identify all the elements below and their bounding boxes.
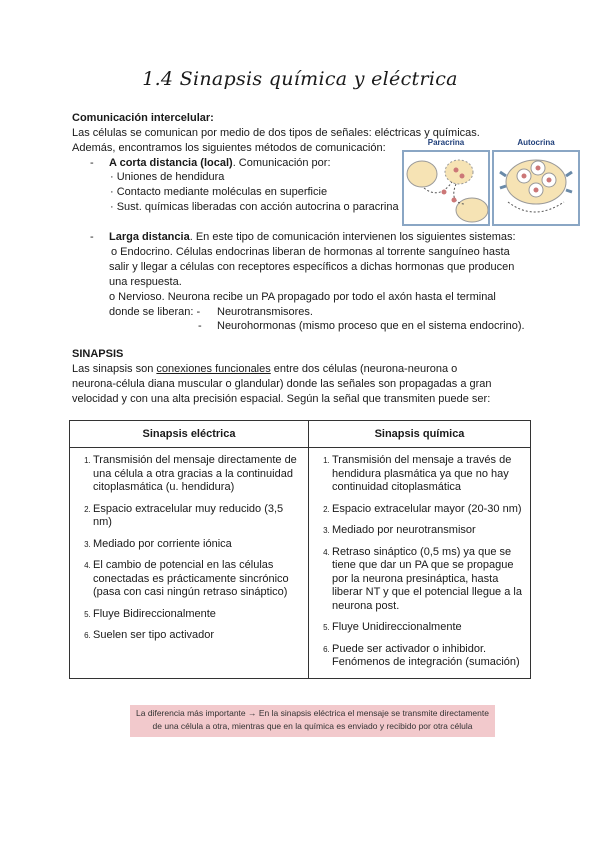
paragraph-line [72, 362, 457, 376]
list-item: 3. Mediado por corriente iónica [93, 538, 304, 552]
corta-label: A corta distancia (local) [109, 157, 233, 169]
list-item: 1. Transmisión del mensaje a través de hendidura plasmática ya que no hay continuidad citoplasmática [332, 454, 526, 495]
list-item: 6. Puede ser activador o inhibidor. Fenómenos de integración (sumación) [332, 643, 526, 670]
header-quimica: Sinapsis química [309, 421, 531, 448]
paragraph-line: velocidad y con una alta precisión espacial. Según la señal que transmiten puede ser: [72, 393, 491, 405]
paragraph-line: Además, encontramos los siguientes métodos de comunicación: [72, 142, 386, 154]
paragraph-line: neurona-célula diana muscular o glandular) donde las señales son propagadas a gran [72, 378, 492, 390]
list-item: 1. Transmisión del mensaje directamente de una célula a otra gracias a la continuidad citoplasmática (u. hendidura) [93, 454, 304, 495]
endocrino-line: salir y llegar a células con receptores específicos a dichas hormonas que producen [109, 261, 515, 273]
list-dash: - [90, 231, 94, 243]
note-line: de una célula a otra, mientras que en la química es enviado y recibido por otra célula [152, 721, 473, 731]
autocrine-illustration [494, 152, 578, 224]
list-item-corta [109, 156, 331, 170]
liberan-item: Neurohormonas (mismo proceso que en el sistema endocrino). [217, 320, 525, 332]
larga-label: Larga distancia [109, 231, 190, 243]
sinapsis-pre: Las sinapsis son [72, 363, 157, 375]
autocrine-diagram [492, 150, 580, 226]
section-heading-intercelular: Comunicación intercelular: [72, 112, 214, 124]
list-item: 4. Retraso sináptico (0,5 ms) ya que se tiene que dar un PA que se propague por la neurona presináptica, hasta liberar NT y que el potencial llegue a la neurona post. [332, 546, 526, 614]
sinapsis-underlined: conexiones funcionales [156, 363, 271, 375]
header-electrica: Sinapsis eléctrica [70, 421, 309, 448]
highlight-note [130, 705, 495, 737]
list-dash: - [198, 320, 202, 332]
nervioso-line: o Nervioso. Neurona recibe un PA propagado por todo el axón hasta el terminal [109, 291, 496, 303]
sub-item: · Contacto mediante moléculas en superficie [110, 186, 328, 198]
table-row [70, 448, 531, 679]
sub-item: · Sust. químicas liberadas con acción autocrina o paracrina [110, 201, 399, 213]
section-heading-sinapsis: SINAPSIS [72, 348, 124, 360]
table-header-row [70, 421, 531, 448]
note-line: La diferencia más importante → En la sinapsis eléctrica el mensaje se transmite directamente [136, 708, 489, 718]
electrica-cell [70, 448, 309, 679]
list-item: 6. Suelen ser tipo activador [93, 629, 304, 643]
sinapsis-post: entre dos células (neurona-neurona o [270, 363, 458, 375]
list-item: 5. Fluye Bidireccionalmente [93, 608, 304, 622]
larga-text: . En este tipo de comunicación intervienen los siguientes sistemas: [189, 231, 516, 243]
liberan-item: Neurotransmisores. [217, 306, 313, 318]
list-item-larga [109, 230, 516, 244]
list-item: 2. Espacio extracelular muy reducido (3,5 nm) [93, 503, 304, 530]
comparison-table [69, 420, 531, 679]
figure-caption-autocrina: Autocrina [517, 138, 555, 147]
sub-item: · Uniones de hendidura [110, 171, 225, 183]
list-item: 2. Espacio extracelular mayor (20-30 nm) [332, 503, 526, 517]
list-item: 5. Fluye Unidireccionalmente [332, 621, 526, 635]
nervioso-line: donde se liberan: - [109, 306, 201, 318]
paracrine-diagram [402, 150, 490, 226]
list-item: 3. Mediado por neurotransmisor [332, 524, 526, 538]
list-dash: - [90, 157, 94, 169]
page-title: 1.4 Sinapsis química y eléctrica [142, 68, 458, 90]
figure-caption-paracrina: Paracrina [427, 138, 465, 147]
corta-text: . Comunicación por: [232, 157, 331, 169]
paracrine-illustration [404, 152, 488, 224]
quimica-cell [309, 448, 531, 679]
endocrino-line: una respuesta. [109, 276, 182, 288]
endocrino-line: o Endocrino. Células endocrinas liberan de hormonas al torrente sanguíneo hasta [111, 246, 510, 258]
list-item: 4. El cambio de potencial en las células conectadas es prácticamente sincrónico (pasa con casi ningún retraso sináptico) [93, 559, 304, 600]
paragraph-line: Las células se comunican por medio de dos tipos de señales: eléctricas y químicas. [72, 127, 480, 139]
